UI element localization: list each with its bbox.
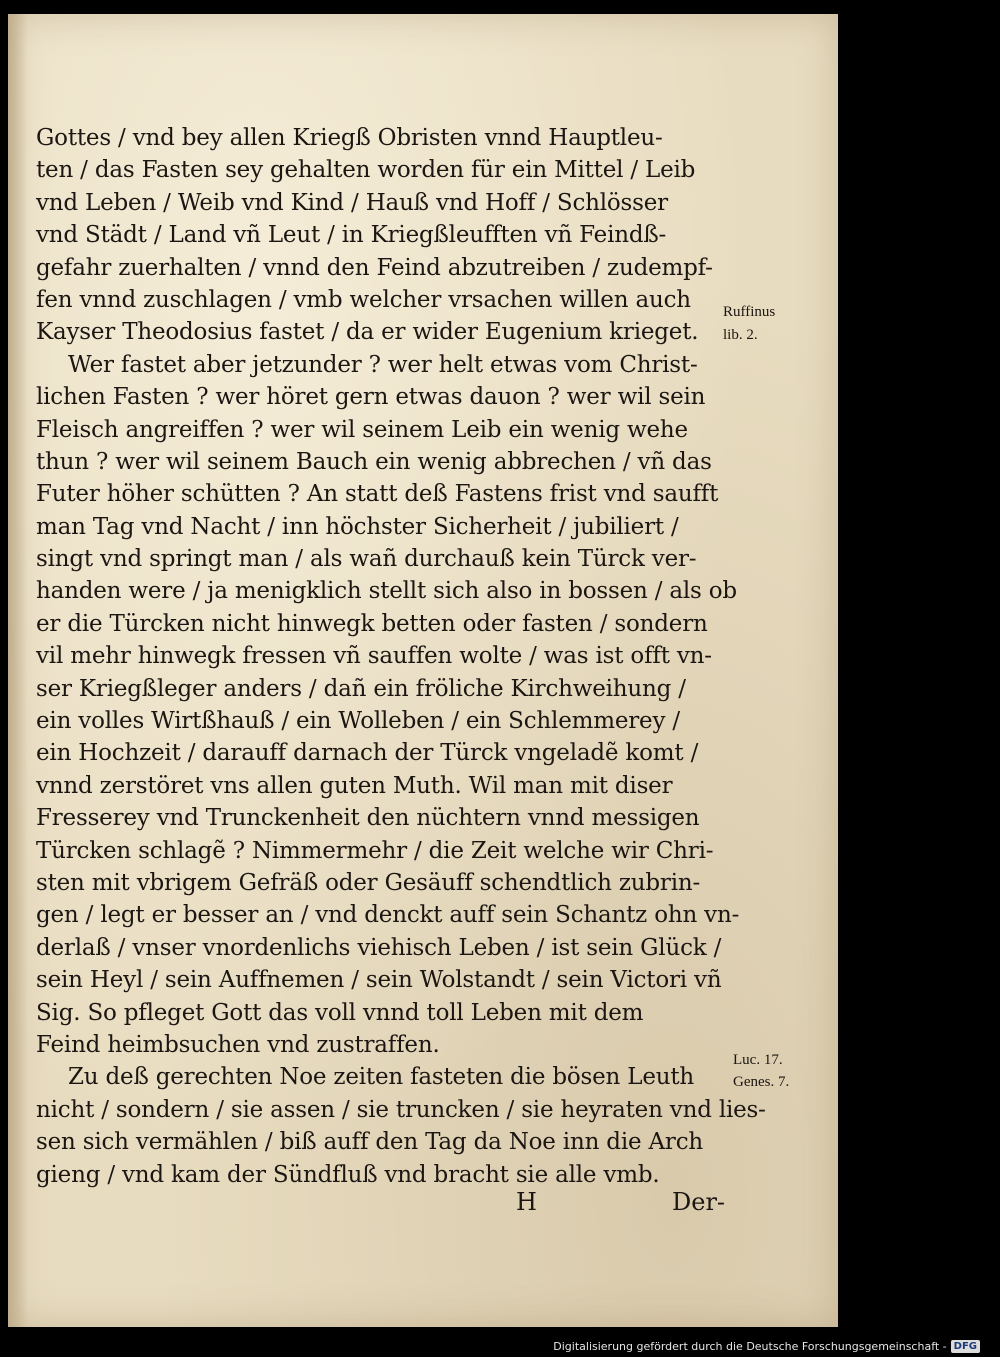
margin-note-luc: Luc. 17.	[733, 1052, 783, 1068]
text-line: singt vnd springt man / als wañ durchauß kein Türck ver-	[36, 546, 697, 573]
text-line: Feind heimbsuchen vnd zustraffen.	[36, 1031, 440, 1058]
margin-note-lib: lib. 2.	[723, 327, 758, 343]
text-line: nicht / sondern / sie assen / sie truncken / sie heyraten vnd lies-	[36, 1096, 766, 1123]
catchword: Der-	[672, 1188, 726, 1216]
text-line: vnd Städt / Land vñ Leut / in Kriegßleufften vñ Feindß-	[36, 222, 667, 249]
footer-credit	[553, 1340, 980, 1353]
dfg-logo: DFG	[951, 1340, 980, 1353]
text-line: fen vnnd zuschlagen / vmb welcher vrsachen willen auch	[36, 286, 691, 313]
text-line: Zu deß gerechten Noe zeiten fasteten die bösen Leuth	[68, 1064, 695, 1091]
text-line: Fleisch angreiffen ? wer wil seinem Leib ein wenig wehe	[36, 416, 688, 443]
text-line: ser Kriegßleger anders / dañ ein fröliche Kirchweihung /	[36, 675, 686, 702]
page-gutter	[8, 14, 28, 1327]
signature-mark: H	[516, 1188, 537, 1216]
text-line: Gottes / vnd bey allen Kriegß Obristen vnnd Hauptleu-	[36, 125, 663, 151]
margin-note-genes: Genes. 7.	[733, 1074, 790, 1090]
text-line: Türcken schlagẽ ? Nimmermehr / die Zeit welche wir Chri-	[36, 837, 714, 864]
text-line: ein volles Wirtßhauß / ein Wolleben / ein Schlemmerey /	[36, 708, 680, 735]
book-page	[8, 14, 838, 1327]
text-line: vil mehr hinwegk fressen vñ sauffen wolte / was ist offt vn-	[36, 643, 712, 670]
text-line: man Tag vnd Nacht / inn höchster Sicherheit / jubiliert /	[36, 513, 679, 540]
footer-text: Digitalisierung gefördert durch die Deutsche Forschungsgemeinschaft -	[553, 1340, 947, 1353]
text-line: thun ? wer wil seinem Bauch ein wenig abbrechen / vñ das	[36, 448, 712, 475]
text-line: vnnd zerstöret vns allen guten Muth. Wil man mit diser	[36, 772, 673, 799]
text-line: Fresserey vnd Trunckenheit den nüchtern vnnd messigen	[36, 805, 700, 832]
text-line: sten mit vbrigem Gefräß oder Gesäuff schendtlich zubrin-	[36, 869, 701, 896]
text-line: derlaß / vnser vnordenlichs viehisch Leben / ist sein Glück /	[36, 934, 722, 961]
text-line: gieng / vnd kam der Sündfluß vnd bracht sie alle vmb.	[36, 1161, 660, 1188]
text-line: gefahr zuerhalten / vnnd den Feind abzutreiben / zudempf-	[36, 254, 713, 281]
margin-note-ruffinus: Ruffinus	[723, 304, 776, 320]
text-line: Sig. So pfleget Gott das voll vnnd toll Leben mit dem	[36, 999, 644, 1026]
text-line: Wer fastet aber jetzunder ? wer helt etwas vom Christ-	[68, 351, 698, 378]
text-line: gen / legt er besser an / vnd denckt auff sein Schantz ohn vn-	[36, 902, 740, 929]
text-line: sen sich vermählen / biß auff den Tag da Noe inn die Arch	[36, 1129, 703, 1156]
text-line: Kayser Theodosius fastet / da er wider Eugenium krieget.	[36, 319, 699, 346]
text-line: ten / das Fasten sey gehalten worden für ein Mittel / Leib	[36, 157, 696, 184]
text-line: vnd Leben / Weib vnd Kind / Hauß vnd Hoff / Schlösser	[36, 189, 668, 216]
text-line: er die Türcken nicht hinwegk betten oder fasten / sondern	[36, 610, 708, 637]
text-line: handen were / ja menigklich stellt sich also in bossen / als ob	[36, 578, 737, 605]
text-line: ein Hochzeit / darauff darnach der Türck vngeladẽ komt /	[36, 740, 699, 767]
text-line: sein Heyl / sein Auffnemen / sein Wolstandt / sein Victori vñ	[36, 967, 722, 994]
text-line: Futer höher schütten ? An statt deß Fastens frist vnd saufft	[36, 481, 719, 508]
text-line: lichen Fasten ? wer höret gern etwas dauon ? wer wil sein	[36, 384, 706, 411]
